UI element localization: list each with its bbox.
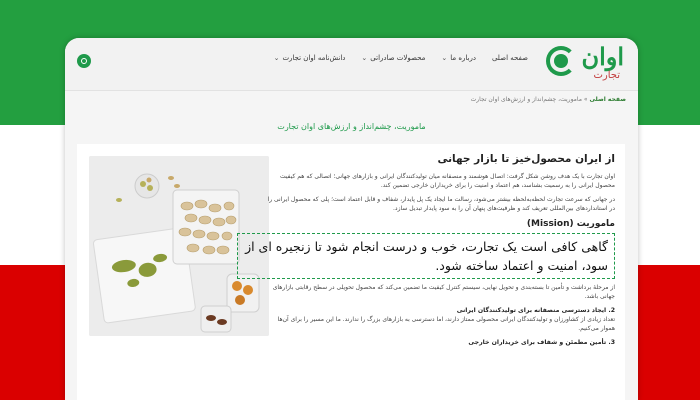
logo-wordmark: اوان <box>581 42 624 71</box>
list-item-text: تعداد زیادی از کشاورزان و تولیدکنندگان ایرانی محصولی ممتاز دارند، اما دسترسی به بازارهای بزرگ را ندارند. ما این مسیر را برای آن‌ها هموار می‌کنیم. <box>277 316 615 332</box>
breadcrumb-separator: » <box>583 96 588 103</box>
globe-icon <box>554 54 568 68</box>
nav-item-label: صفحه اصلی <box>491 54 528 62</box>
site-header <box>65 38 638 90</box>
article-paragraph: در جهانی که سرعت تجارت لحظه‌به‌لحظه بیشتر می‌شود، رسالت ما ایجاد یک پل پایدار، شفاف و قابل اعتماد است؛ پلی که محصول ایرانی را در استانداردهای بین‌المللی تعریف کند و ظرفیت‌های پنهان آن را به سود پایدار تبدیل سازد. <box>267 196 615 212</box>
main-nav <box>274 54 528 62</box>
chevron-down-icon: ⌄ <box>441 54 448 62</box>
chevron-down-icon: ⌄ <box>273 54 280 62</box>
nav-item-knowledge[interactable] <box>274 54 346 62</box>
list-item-title: 3. تأمین مطمئن و شفاف برای خریداران خارجی <box>468 339 615 346</box>
content-card <box>77 144 625 400</box>
list-item-title: 2. ایجاد دسترسی منصفانه برای تولیدکنندگان ایرانی <box>456 307 615 314</box>
mission-heading: ماموریت (Mission) <box>526 219 615 229</box>
page-title: ماموریت، چشم‌انداز و ارزش‌های اوان تجارت <box>277 122 426 131</box>
nav-item-label: درباره ما <box>450 54 476 62</box>
chevron-down-icon: ⌄ <box>361 54 368 62</box>
site-logo[interactable] <box>544 42 624 88</box>
nav-item-label: محصولات صادراتی <box>370 54 426 62</box>
website-frame <box>65 38 638 400</box>
nav-item-about[interactable] <box>441 54 476 62</box>
breadcrumb <box>471 96 626 103</box>
instagram-icon[interactable] <box>77 54 91 68</box>
article-heading: از ایران محصول‌خیز تا بازار جهانی <box>437 153 615 165</box>
breadcrumb-home-link[interactable]: صفحه اصلی <box>589 96 626 103</box>
mission-quote: گاهی کافی است یک تجارت، خوب و درست انجام شود تا زنجیره ای از سود، امنیت و اعتماد ساخته شود. <box>237 233 615 279</box>
nav-item-home[interactable] <box>492 54 528 62</box>
nav-item-products[interactable] <box>361 54 425 62</box>
logo-subtitle: تجارت <box>593 70 620 81</box>
article-paragraph: اوان تجارت با یک هدف روشن شکل گرفت: اتصال هوشمند و منصفانه میان تولیدکنندگان ایرانی و بازارهای جهانی؛ اتصالی که هم کیفیت محصول ایرانی را به رسمیت بشناسد، هم اعتماد و امنیت را برای خریداران خارجی تضمین کند. <box>279 173 615 189</box>
nav-item-label: دانش‌نامه اوان تجارت <box>282 54 346 62</box>
breadcrumb-current: ماموریت، چشم‌انداز و ارزش‌های اوان تجارت <box>470 96 582 103</box>
header-divider <box>65 90 638 91</box>
article-body <box>245 152 615 347</box>
article-paragraph: از مرحلهٔ برداشت و تأمین تا بسته‌بندی و تحویل نهایی، سیستم کنترل کیفیت ما تضمین می‌کند که محصول تحویلی در سطح رقابتی بازارهای جهانی باشد. <box>272 284 615 300</box>
